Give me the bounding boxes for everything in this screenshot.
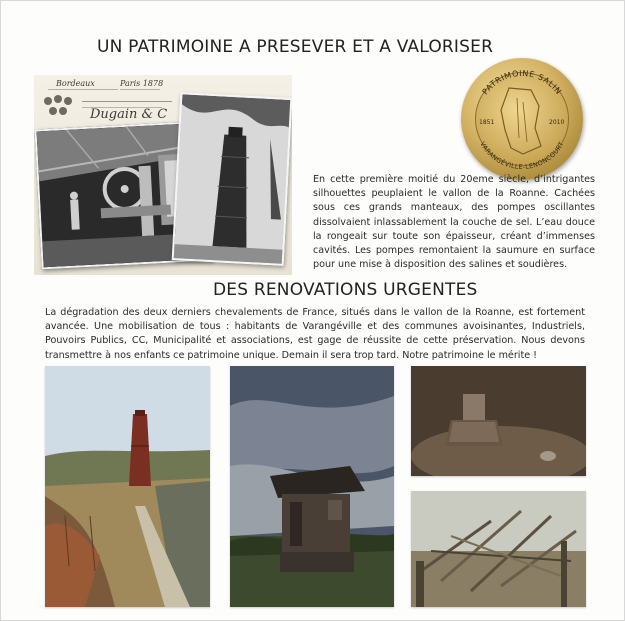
medal-year-left: 1851 bbox=[479, 119, 495, 126]
invoice-script-name: Dugain & C bbox=[90, 107, 168, 122]
old-headframe-photo bbox=[172, 92, 292, 266]
section-title-heritage: UN PATRIMOINE A PRESEVER ET A VALORISER bbox=[97, 37, 494, 57]
intro-paragraph: En cette première moitié du 20eme siècle, d’intrigantes silhouettes peuplaient le vallon de la Roanne. Cachées sous ces grands manteaux, des pompes oscillantes dissolvaient inlassablement la couche de sel. L’eau douce la rongeait sur toute son épaisseur, créant d’immenses cavités. Les pompes remontaient la saumure en surface pour une mise à disposition des salines et soudières. bbox=[313, 174, 595, 271]
section-title-renovations: DES RENOVATIONS URGENTES bbox=[213, 280, 478, 300]
invoice-date: Paris 1878 bbox=[120, 79, 164, 88]
invoice-city: Bordeaux bbox=[56, 79, 95, 88]
collapsed-ruin-photo bbox=[411, 491, 586, 607]
rusty-bolt-photo bbox=[411, 366, 586, 476]
medal-top-text: PATRIMOINE SALIN bbox=[480, 68, 564, 97]
historical-collage bbox=[34, 75, 292, 275]
svg-text:VARANGÉVILLE-LENONCOURT bbox=[478, 140, 565, 171]
wooden-shack-photo bbox=[230, 366, 394, 607]
svg-text:PATRIMOINE SALIN bbox=[481, 69, 564, 96]
headframe-field-photo bbox=[45, 366, 210, 607]
renovation-paragraph: La dégradation des deux derniers chevalements de France, situés dans le vallon de la Roanne, est fortement avancée. Une mobilisation de tous : habitants de Varangéville et des communes avoisinantes, Industriels, Pouvoirs Publics, CC, Municipalité et associations, est gage de réussite de cette préservation. Nous devons transmettre à nos enfants ce patrimoine unique. Demain il sera trop tard. Notre patrimoine le mérite ! bbox=[45, 307, 585, 361]
medal-year-right: 2010 bbox=[549, 119, 565, 126]
medal-bottom-text: VARANGÉVILLE-LENONCOURT bbox=[478, 140, 566, 172]
commemorative-medal bbox=[461, 58, 583, 180]
map-outline-icon bbox=[501, 88, 541, 154]
